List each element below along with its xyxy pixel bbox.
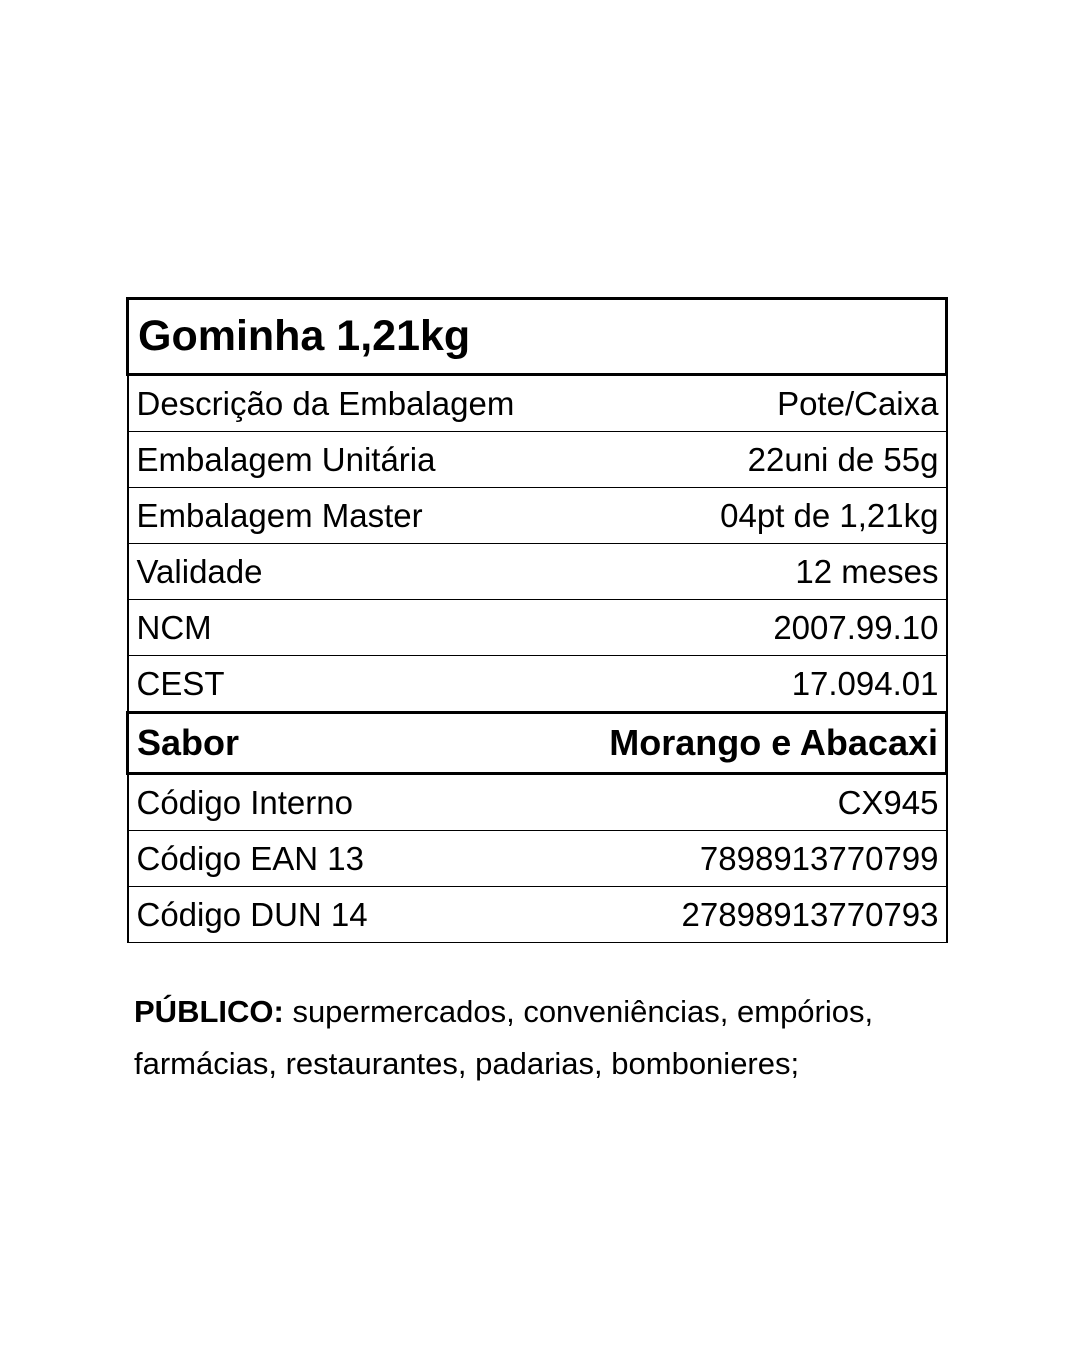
product-title: Gominha 1,21kg xyxy=(128,299,947,375)
flavor-value: Morango e Abacaxi xyxy=(537,713,947,774)
flavor-label: Sabor xyxy=(128,713,538,774)
spec-label: Validade xyxy=(128,544,538,600)
spec-label: Descrição da Embalagem xyxy=(128,375,538,432)
spec-label: Embalagem Master xyxy=(128,488,538,544)
spec-value: 2007.99.10 xyxy=(537,600,947,656)
target-audience xyxy=(134,986,954,1090)
spec-row-packaging-description xyxy=(128,375,947,432)
product-title-row xyxy=(128,299,947,375)
audience-label: PÚBLICO: xyxy=(134,994,284,1029)
code-label: Código Interno xyxy=(128,774,538,831)
code-label: Código DUN 14 xyxy=(128,887,538,943)
spec-row-cest xyxy=(128,656,947,713)
code-value: CX945 xyxy=(537,774,947,831)
code-row-ean13 xyxy=(128,831,947,887)
product-spec-table xyxy=(126,297,948,943)
spec-value: Pote/Caixa xyxy=(537,375,947,432)
spec-label: CEST xyxy=(128,656,538,713)
spec-label: NCM xyxy=(128,600,538,656)
spec-value: 04pt de 1,21kg xyxy=(537,488,947,544)
code-value: 27898913770793 xyxy=(537,887,947,943)
code-row-dun14 xyxy=(128,887,947,943)
audience-text: supermercados, conveniências, empórios, farmácias, restaurantes, padarias, bombonieres; xyxy=(134,994,874,1081)
spec-value: 12 meses xyxy=(537,544,947,600)
spec-row-master-packaging xyxy=(128,488,947,544)
code-row-internal xyxy=(128,774,947,831)
spec-label: Embalagem Unitária xyxy=(128,432,538,488)
spec-row-unit-packaging xyxy=(128,432,947,488)
spec-row-shelf-life xyxy=(128,544,947,600)
flavor-row xyxy=(128,713,947,774)
spec-value: 17.094.01 xyxy=(537,656,947,713)
spec-row-ncm xyxy=(128,600,947,656)
code-value: 7898913770799 xyxy=(537,831,947,887)
spec-value: 22uni de 55g xyxy=(537,432,947,488)
code-label: Código EAN 13 xyxy=(128,831,538,887)
